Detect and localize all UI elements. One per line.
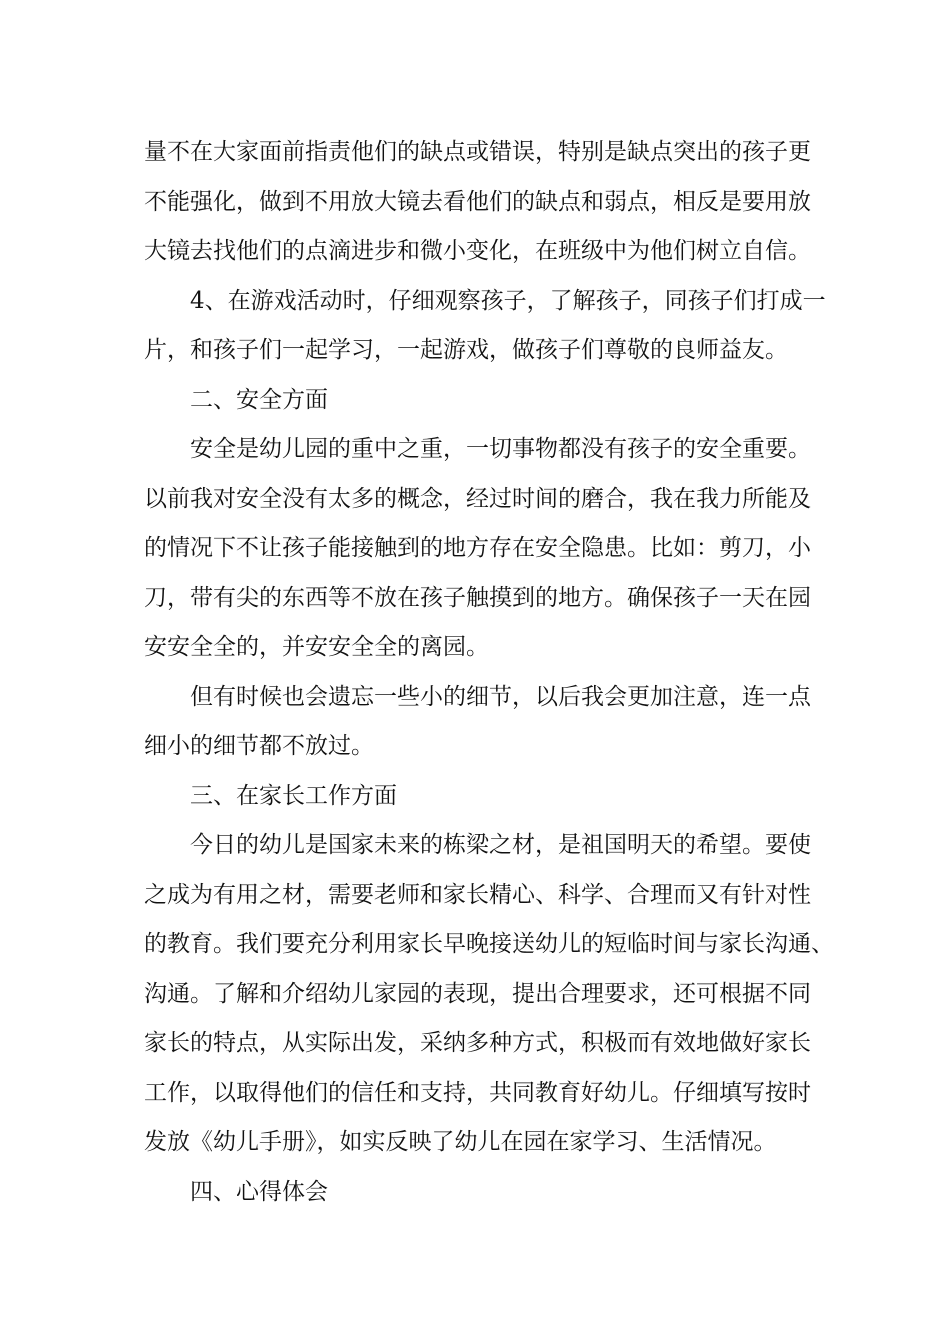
section-heading: 四、心得体会 (190, 1178, 328, 1205)
text-line: 工作，以取得他们的信任和支持，共同教育好幼儿。仔细填写按时 (144, 1079, 811, 1106)
text-line: 刀，带有尖的东西等不放在孩子触摸到的地方。确保孩子一天在园 (144, 584, 811, 611)
text-line: 今日的幼儿是国家未来的栋梁之材，是祖国明天的希望。要使 (190, 832, 811, 858)
text-line: 的情况下不让孩子能接触到的地方存在安全隐患。比如：剪刀，小 (144, 535, 811, 561)
text-line: 量不在大家面前指责他们的缺点或错误，特别是缺点突出的孩子更 (144, 139, 811, 165)
text-line: 4、在游戏活动时，仔细观察孩子，了解孩子，同孩子们打成一 (190, 287, 826, 314)
text-line: 以前我对安全没有太多的概念，经过时间的磨合，我在我力所能及 (144, 485, 811, 512)
text-line: 沟通。了解和介绍幼儿家园的表现，提出合理要求，还可根据不同 (144, 980, 811, 1007)
text-line: 安安全全的，并安安全全的离园。 (144, 634, 489, 660)
text-line: 家长的特点，从实际出发，采纳多种方式，积极而有效地做好家长 (144, 1030, 811, 1056)
document-body (144, 128, 834, 1217)
text-line: 的教育。我们要充分利用家长早晚接送幼儿的短临时间与家长沟通、 (144, 931, 834, 957)
text-line: 之成为有用之材，需要老师和家长精心、科学、合理而又有针对性 (144, 881, 811, 908)
section-heading: 三、在家长工作方面 (190, 782, 397, 809)
text-line: 大镜去找他们的点滴进步和微小变化，在班级中为他们树立自信。 (144, 238, 811, 264)
section-heading: 二、安全方面 (190, 386, 328, 413)
text-line: 但有时候也会遗忘一些小的细节，以后我会更加注意，连一点 (190, 683, 811, 710)
text-line: 不能强化，做到不用放大镜去看他们的缺点和弱点，相反是要用放 (144, 188, 811, 215)
text-line: 细小的细节都不放过。 (144, 733, 374, 759)
text-line: 安全是幼儿园的重中之重，一切事物都没有孩子的安全重要。 (190, 436, 811, 462)
text-line: 片，和孩子们一起学习，一起游戏，做孩子们尊敬的良师益友。 (144, 337, 788, 363)
text-line: 发放《幼儿手册》，如实反映了幼儿在园在家学习、生活情况。 (144, 1129, 777, 1155)
